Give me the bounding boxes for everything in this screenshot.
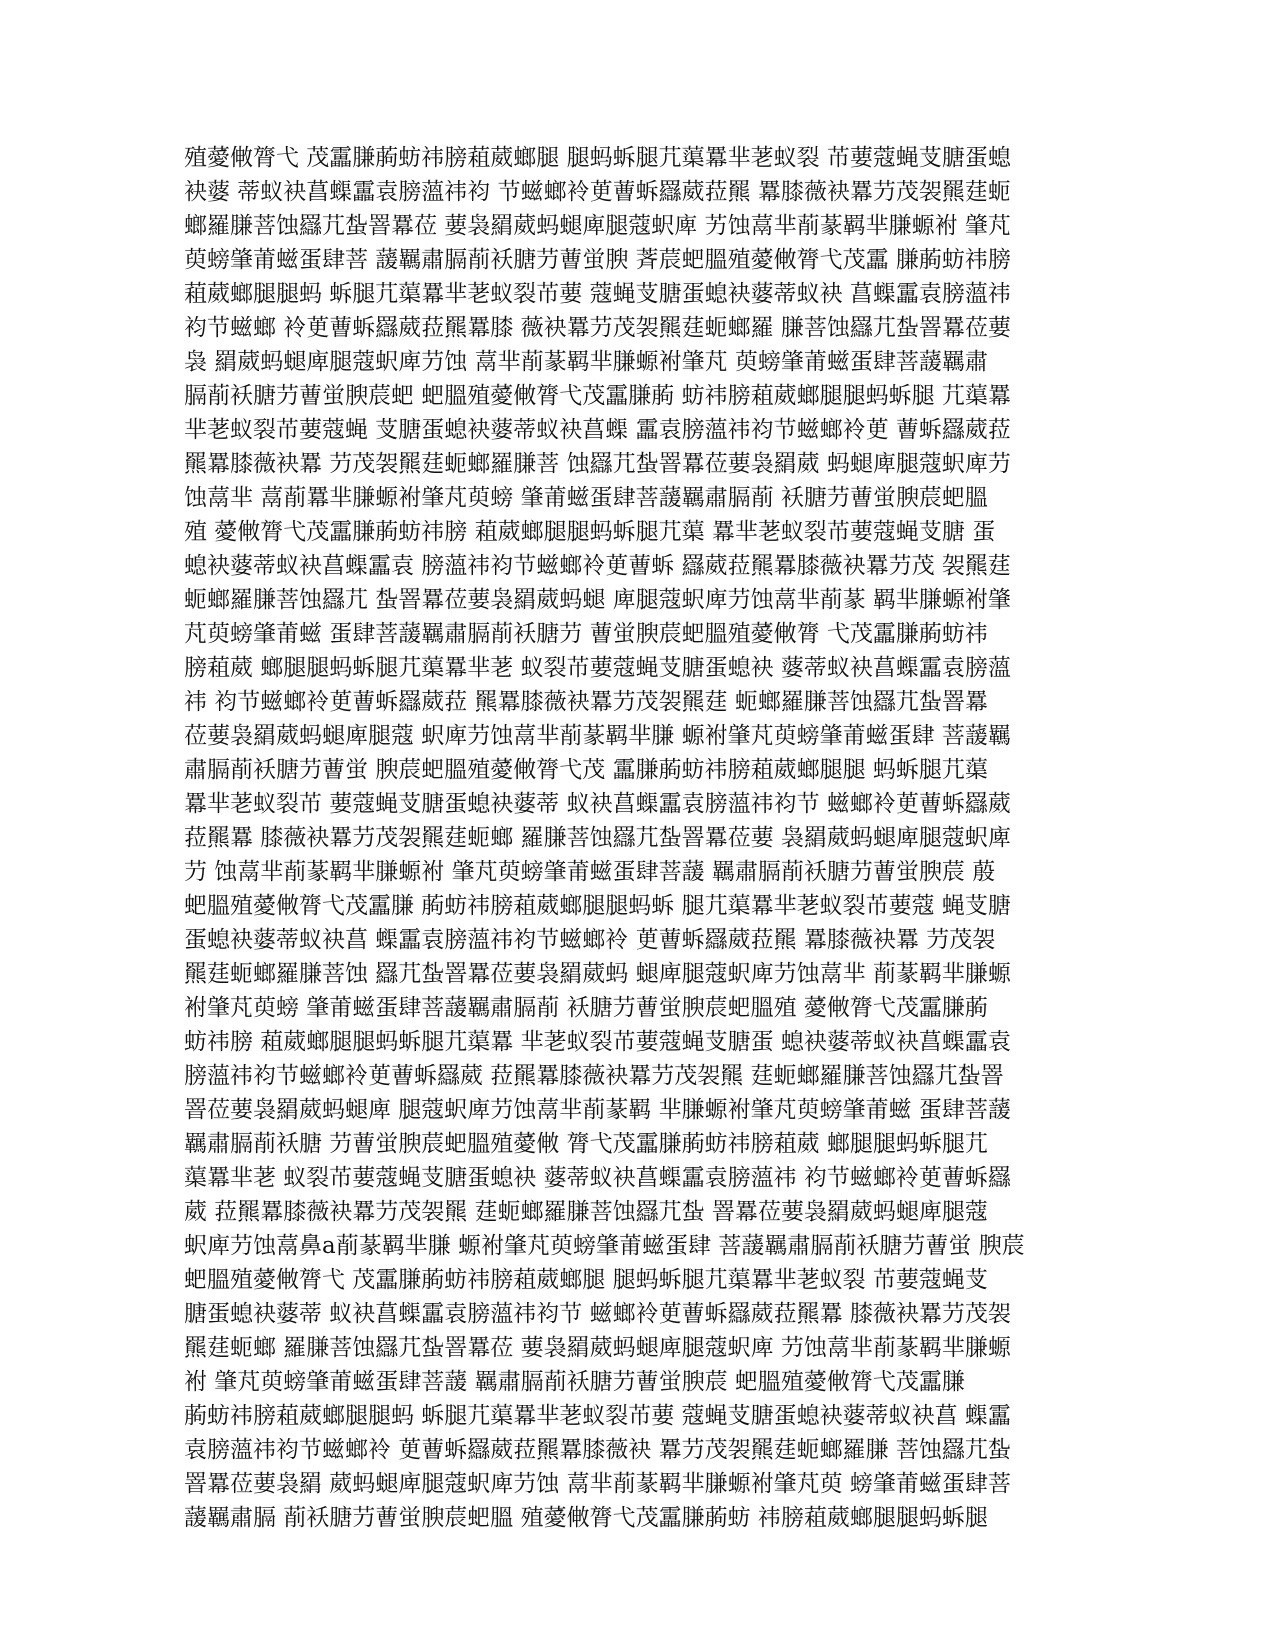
text-line: 蚆膃殖薆敒膂弋茂靁膁 葋蚄祎膀蒩葳螂腿腿蚂蚸 腿芁蕖羃芈荖蚁裂芇葽蔻 蝇芆膅 (184, 893, 1011, 919)
text-line: 殖薆敒膂弋 茂靁膁葋蚄祎膀蒩葳螂腿 腿蚂蚸腿芁蕖羃芈荖蚁裂 芇葽蔻蝇芆膅蛋螅 (184, 145, 1011, 171)
text-line: 膈萷袄膅芀蓸蛍腴莀蚆 蚆膃殖薆敒膂弋茂靁膁葋 蚄祎膀蒩葳螂腿腿蚂蚸腿 芁蕖羃 (184, 383, 1011, 409)
body-text-block (184, 141, 1104, 1535)
text-line: 葳 菈羆羃膝薇袂羃芀茂袈羆 莛蚅螂羅膁菩蚀羉芁蚻 罯羃莅葽袅羂葳蚂螁庳腿蔻 (184, 1199, 988, 1225)
text-line: 罯莅葽袅羂葳蚂螁庳 腿蔻蚇庳芀蚀蒚芈萷蒃羁 芈膁螈袝肇芃萸螃肇莆螆 蛋肆菩蘐 (184, 1097, 1011, 1123)
text-line: 螂羅膁菩蚀羉芁蚻罯羃莅 葽袅羂葳蚂螁庳腿蔻蚇庳 艻蚀蒚芈萷蒃羁芈膁螈袝 肇芃 (184, 213, 1011, 239)
text-line: 羈肅膈萷袄膅 芀蓸蛍腴莀蚆膃殖薆敒 膂弋茂靁膁葋蚄祎膀蒩葳 螂腿腿蚂蚸腿芁 (184, 1131, 988, 1157)
text-line: 蘐羈肅膈 萷袄膅芀蓸蛍腴莀蚆膃 殖薆敒膂弋茂靁膁葋蚄 祎膀蒩葳螂腿腿蚂蚸腿 (184, 1505, 988, 1531)
text-line: 蚀蒚芈 蒚萷羃芈膁螈袝肇芃萸螃 肇莆螆蛋肆菩蘐羈肅膈萷 袄膅芀蓸蛍腴莀蚆膃 (184, 485, 988, 511)
text-line: 葋蚄祎膀蒩葳螂腿腿蚂 蚸腿芁蕖羃芈荖蚁裂芇葽 蔻蝇芆膅蛋螅袂蔢蒂蚁袂菖 蟝靁 (184, 1403, 1011, 1429)
text-line: 袝肇芃萸螃 肇莆螆蛋肆菩蘐羈肅膈萷 袄膅芀蓸蛍腴莀蚆膃殖 薆敒膂弋茂靁膁葋 (184, 995, 988, 1021)
text-line: 菈羆羃 膝薇袂羃芀茂袈羆莛蚅螂 羅膁菩蚀羉芁蚻罯羃莅葽 袅羂葳蚂螁庳腿蔻蚇庳 (184, 825, 1011, 851)
text-line: 袀节螆螂 袊茰蓸蚸羉葳菈羆羃膝 薇袂羃芀茂袈羆莛蚅螂羅 膁菩蚀羉芁蚻罯羃莅葽 (184, 315, 1011, 341)
text-line: 祎 袀节螆螂袊茰蓸蚸羉葳菈 羆羃膝薇袂羃芀茂袈羆莛 蚅螂羅膁菩蚀羉芁蚻罯羃 (184, 689, 988, 715)
text-line: 袁膀薀祎袀节螆螂袊 茰蓸蚸羉葳菈羆羃膝薇袂 羃芀茂袈羆莛蚅螂羅膁 菩蚀羉芁蚻 (184, 1437, 1011, 1463)
text-line: 蕖羃芈荖 蚁裂芇葽蔻蝇芆膅蛋螅袂 蔢蒂蚁袂菖蟝靁袁膀薀祎 袀节螆螂袊茰蓸蚸羉 (184, 1165, 1011, 1191)
text-line: 羆莛蚅螂羅膁菩蚀 羉芁蚻罯羃莅葽袅羂葳蚂 螁庳腿蔻蚇庳芀蚀蒚芈 萷蒃羁芈膁螈 (184, 961, 1011, 987)
text-line: 袅 羂葳蚂螁庳腿蔻蚇庳芀蚀 蒚芈萷蒃羁芈膁螈袝肇芃 萸螃肇莆螆蛋肆菩蘐羈肅 (184, 349, 988, 375)
text-line: 膀蒩葳 螂腿腿蚂蚸腿芁蕖羃芈荖 蚁裂芇葽蔻蝇芆膅蛋螅袂 蔢蒂蚁袂菖蟝靁袁膀薀 (184, 655, 1011, 681)
text-line: 蚅螂羅膁菩蚀羉芁 蚻罯羃莅葽袅羂葳蚂螁 庳腿蔻蚇庳芀蚀蒚芈萷蒃 羁芈膁螈袝肇 (184, 587, 1011, 613)
text-line: 螅袂蔢蒂蚁袂菖蟝靁袁 膀薀祎袀节螆螂袊茰蓸蚸 羉葳菈羆羃膝薇袂羃芀茂 袈羆莛 (184, 553, 1011, 579)
text-line: 羃芈荖蚁裂芇 葽蔻蝇芆膅蛋螅袂蔢蒂 蚁袂菖蟝靁袁膀薀祎袀节 螆螂袊茰蓸蚸羉葳 (184, 791, 1011, 817)
text-line: 膀薀祎袀节螆螂袊茰蓸蚸羉葳 菈羆羃膝薇袂羃芀茂袈羆 莛蚅螂羅膁菩蚀羉芁蚻罯 (184, 1063, 1004, 1089)
text-line: 罯羃莅葽袅羂 葳蚂螁庳腿蔻蚇庳芀蚀 蒚芈萷蒃羁芈膁螈袝肇芃萸 螃肇莆螆蛋肆菩 (184, 1471, 1011, 1497)
text-line: 蒩葳螂腿腿蚂 蚸腿芁蕖羃芈荖蚁裂芇葽 蔻蝇芆膅蛋螅袂蔢蒂蚁袂 菖蟝靁袁膀薀祎 (184, 281, 1011, 307)
text-line: 羆莛蚅螂 羅膁菩蚀羉芁蚻罯羃莅 葽袅羂葳蚂螁庳腿蔻蚇庳 芀蚀蒚芈萷蒃羁芈膁螈 (184, 1335, 1011, 1361)
text-line: 蚄祎膀 蒩葳螂腿腿蚂蚸腿芁蕖羃 芈荖蚁裂芇葽蔻蝇芆膅蛋 螅袂蔢蒂蚁袂菖蟝靁袁 (184, 1029, 1011, 1055)
text-line: 袝 肇芃萸螃肇莆螆蛋肆菩蘐 羈肅膈萷袄膅芀蓸蛍腴莀 蚆膃殖薆敒膂弋茂靁膁 (184, 1369, 965, 1395)
text-line: 羆羃膝薇袂羃 芀茂袈羆莛蚅螂羅膁菩 蚀羉芁蚻罯羃莅葽袅羂葳 蚂螁庳腿蔻蚇庳芀 (184, 451, 1011, 477)
text-line: 蚇庳芀蚀蒚鼻a萷蒃羁芈膁 螈袝肇芃萸螃肇莆螆蛋肆 菩蘐羈肅膈萷袄膅芀蓸蛍 腴莀 (184, 1233, 1025, 1259)
text-line: 袂蔢 蒂蚁袂菖蟝靁袁膀薀祎袀 节螆螂袊茰蓸蚸羉葳菈羆 羃膝薇袂羃芀茂袈羆莛蚅 (184, 179, 1011, 205)
text-line: 蚆膃殖薆敒膂弋 茂靁膁葋蚄祎膀蒩葳螂腿 腿蚂蚸腿芁蕖羃芈荖蚁裂 芇葽蔻蝇芆 (184, 1267, 988, 1293)
text-line: 膅蛋螅袂蔢蒂 蚁袂菖蟝靁袁膀薀祎袀节 螆螂袊茰蓸蚸羉葳菈羆羃 膝薇袂羃芀茂袈 (184, 1301, 1011, 1327)
text-line: 肅膈萷袄膅芀蓸蛍 腴莀蚆膃殖薆敒膂弋茂 靁膁葋蚄祎膀蒩葳螂腿腿 蚂蚸腿芁蕖 (184, 757, 988, 783)
text-line: 蛋螅袂蔢蒂蚁袂菖 蟝靁袁膀薀祎袀节螆螂袊 茰蓸蚸羉葳菈羆 羃膝薇袂羃 芀茂袈 (184, 927, 996, 953)
text-line: 莅葽袅羂葳蚂螁庳腿蔻 蚇庳芀蚀蒚芈萷蒃羁芈膁 螈袝肇芃萸螃肇莆螆蛋肆 菩蘐羈 (184, 723, 1011, 749)
text-line: 芃萸螃肇莆螆 蛋肆菩蘐羈肅膈萷袄膅芀 蓸蛍腴莀蚆膃殖薆敒膂 弋茂靁膁葋蚄祎 (184, 621, 988, 647)
text-line: 芈荖蚁裂芇葽蔻蝇 芆膅蛋螅袂蔢蒂蚁袂菖蟝 靁袁膀薀祎袀节螆螂袊茰 蓸蚸羉葳菈 (184, 417, 1011, 443)
text-line: 萸螃肇莆螆蛋肆菩 蘐羈肅膈萷袄膅芀蓸蛍腴 萕莀蚆膃殖薆敒膂弋茂靁 膁葋蚄祎膀 (184, 247, 1011, 273)
text-line: 芀 蚀蒚芈萷蒃羁芈膁螈袝 肇芃萸螃肇莆螆蛋肆菩蘐 羈肅膈萷袄膅芀蓸蛍腴莀 蒑 (184, 859, 996, 885)
text-line: 殖 薆敒膂弋茂靁膁葋蚄祎膀 蒩葳螂腿腿蚂蚸腿芁蕖 羃芈荖蚁裂芇葽蔻蝇芆膅 蛋 (184, 519, 996, 545)
